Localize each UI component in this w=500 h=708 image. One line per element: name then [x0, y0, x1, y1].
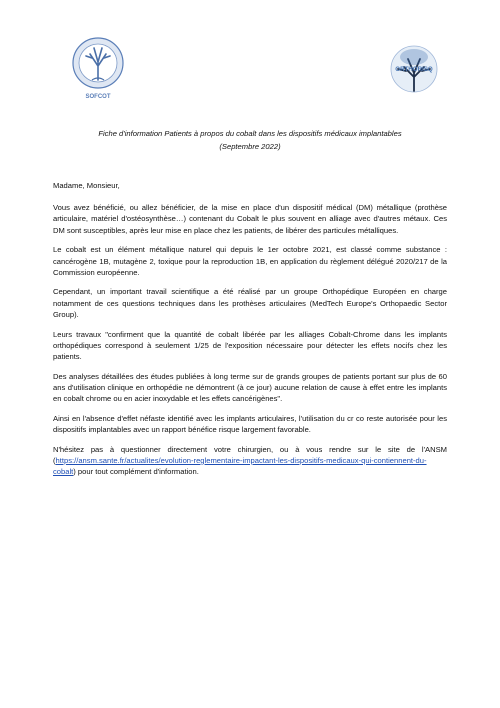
- orthorisq-emblem-icon: [386, 43, 442, 101]
- orthorisq-logo: [386, 43, 442, 101]
- ansm-link[interactable]: https://ansm.sante.fr/actualites/evolution-reglementaire-impactant-les-dispositifs-medicaux-qui-contiennent-du-cobalt: [53, 455, 427, 477]
- paragraph-study: Cependant, un important travail scientifique a été réalisé par un groupe Orthopédique Européen en charge notamment de ces questions techniques dans les prothèses articulaires (MedTech Europe's Orthopaedic Sector Group).: [53, 287, 447, 319]
- sofcot-logo: [70, 36, 126, 102]
- paragraph-classification: Le cobalt est un élément métallique naturel qui depuis le 1er octobre 2021, est classé comme substance : cancérogène 1B, mutagène 2, toxique pour la reproduction 1B, en application du règlement délégué 2020/217 de la Commission européenne.: [53, 245, 447, 277]
- document-heading: [50, 127, 450, 153]
- sofcot-logo-text: SOFCOT: [85, 94, 111, 100]
- paragraph-intro: Vous avez bénéficié, ou allez bénéficier, de la mise en place d'un dispositif médical (DM) métallique (prothèse articulaire, matériel d'ostéosynthèse…) contenant du Cobalt le plus souvent en alliage avec d'autres métaux. Ces DM sont susceptibles, après leur mise en place chez les patients, de libérer des particules métalliques.: [53, 203, 447, 235]
- document-date: (Septembre 2022): [219, 142, 281, 151]
- orthorisq-logo-text: ORTHORISQ: [395, 66, 433, 73]
- letter-body: [53, 180, 447, 486]
- paragraph-findings: Leurs travaux "confirment que la quantité de cobalt libérée par les alliages Cobalt-Chrome dans les implants orthopédiques correspond à seulement 1/25 de l'exposition nécessaire pour détecter les effets nocifs chez les patients.: [53, 329, 447, 361]
- closing-text-after: ) pour tout complément d'information.: [73, 467, 199, 477]
- paragraph-closing: [53, 444, 447, 478]
- paragraph-conclusion: Ainsi en l'absence d'effet néfaste identifié avec les implants articulaires, l'utilisation du cr co reste autorisée pour les dispositifs implantables avec un rapport bénéfice risque largement favorable.: [53, 413, 447, 434]
- document-title: Fiche d'information Patients à propos du cobalt dans les dispositifs médicaux implantables: [98, 129, 402, 138]
- paragraph-analysis: Des analyses détaillées des études publiées à long terme sur de grands groupes de patients portant sur plus de 60 ans d'utilisation clinique en orthopédie ne démontrent (à ce jour) aucune relation de cause à effet entre les implants en cobalt chrome ou en acier inoxydable et les effets cancérigènes".: [53, 371, 447, 404]
- closing-text-before: N'hésitez pas à questionner directement votre chirurgien, ou à vous rendre sur le site de l'ANSM (: [53, 444, 447, 465]
- sofcot-emblem-icon: [70, 36, 126, 102]
- salutation: Madame, Monsieur,: [53, 181, 120, 190]
